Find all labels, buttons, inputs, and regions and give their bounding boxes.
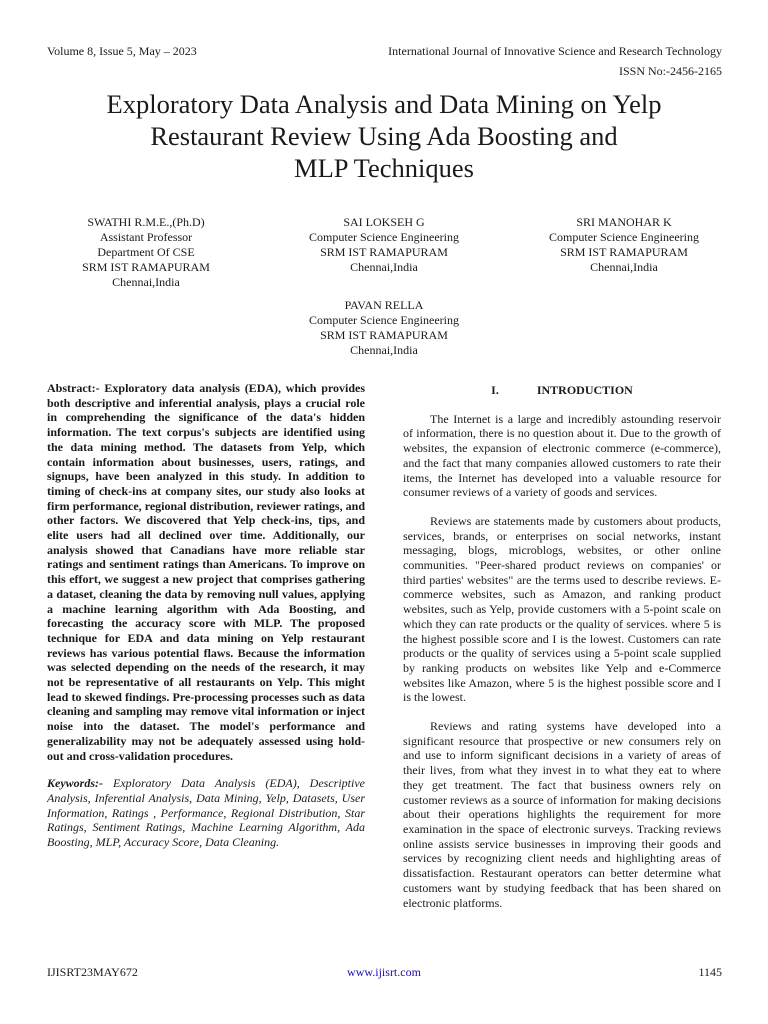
title-line: Exploratory Data Analysis and Data Mining on Yelp: [106, 89, 662, 119]
author-name: SWATHI R.M.E.,(Ph.D): [87, 215, 205, 229]
keywords: [47, 776, 365, 850]
author-affiliation: Department Of CSE: [97, 245, 195, 259]
paper-id: IJISRT23MAY672: [47, 965, 138, 979]
page-number: 1145: [698, 965, 722, 979]
author-affiliation: Chennai,India: [350, 260, 418, 274]
paper-title: [40, 88, 728, 184]
body-paragraph: The Internet is a large and incredibly astounding reservoir of information, there is no question about it. Due to the growth of websites, the expansion of electronic commerce (e-commerce), and the fact that many companies allowed customers to rate their items, the Internet has developed into a valuable resource for consumer reviews of a variety of goods and services.: [403, 411, 721, 500]
section-number: I.: [491, 383, 499, 397]
right-column: [403, 381, 721, 924]
body-paragraph: Reviews and rating systems have developed into a significant resource that prospective or new consumers rely on and use to inform significant decisions in a variety of areas of their lives, from what they invest in to what they eat to where they get treatment. The fact that business owners rely on customer reviews as a source of information for making decisions about their operations highlights the requirement for more examination in the space of electronic surveys. Tracking reviews online assists service businesses in improving their goods and services by recognizing client needs and highlighting areas of dissatisfaction. Restaurant operators can better determine what customers want by studying feedback that has been shared on electronic platforms.: [403, 719, 721, 910]
author-block: [274, 298, 494, 358]
body-paragraph: Reviews are statements made by customers about products, services, brands, or enterprises on social networks, instant messaging, blogs, microblogs, websites, or other online communities. "Peer-shared product reviews on companies' or third parties' websites" are the terms used to describe reviews. E-commerce websites, such as Amazon, and ranking product websites, such as Yelp, provide customers with a 5-point scale on which they can rate products or the quality of services. where 5 is the highest possible score and I is the lowest. Customers can rate products or the quality of services using a 5-point scale supplied by ranking products on websites like Yelp and e-Commerce websites like Amazon, where 5 is the highest possible score and I is the lowest.: [403, 513, 721, 705]
section-title: INTRODUCTION: [536, 383, 633, 397]
author-affiliation: Computer Science Engineering: [309, 313, 459, 327]
section-heading: [403, 383, 721, 398]
volume-issue: Volume 8, Issue 5, May – 2023: [47, 44, 197, 58]
author-affiliation: SRM IST RAMAPURAM: [320, 245, 448, 259]
title-line: Restaurant Review Using Ada Boosting and: [150, 121, 618, 151]
issn: ISSN No:-2456-2165: [618, 64, 722, 78]
author-name: SAI LOKSEH G: [343, 215, 425, 229]
author-affiliation: SRM IST RAMAPURAM: [82, 260, 210, 274]
author-name: SRI MANOHAR K: [576, 215, 672, 229]
journal-url-link[interactable]: www.ijisrt.com: [347, 965, 421, 979]
author-affiliation: Chennai,India: [590, 260, 658, 274]
author-affiliation: Computer Science Engineering: [549, 230, 699, 244]
author-affiliation: SRM IST RAMAPURAM: [560, 245, 688, 259]
author-name: PAVAN RELLA: [344, 298, 424, 312]
author-affiliation: Chennai,India: [112, 275, 180, 289]
left-column: [47, 381, 365, 850]
author-affiliation: Chennai,India: [350, 343, 418, 357]
author-affiliation: SRM IST RAMAPURAM: [320, 328, 448, 342]
author-block: [514, 215, 734, 275]
keywords-text: Exploratory Data Analysis (EDA), Descriptive Analysis, Inferential Analysis, Data Mining, Yelp, Datasets, User Information, Ratings , Performance, Regional Distribution, Star Ratings, Sentiment Ratings, Machine Learning Algorithm, Ada Boosting, MLP, Accuracy Score, Data Cleaning.: [47, 776, 365, 850]
author-block: [36, 215, 256, 290]
abstract: Abstract:- Exploratory data analysis (EDA), which provides both descriptive and inferential analysis, plays a crucial role in comprehending the significance of the data's hidden information. The text corpus's subjects are identified using the data mining method. The datasets from Yelp, which contain information about businesses, users, ratings, and signups, have been analyzed in this study. In addition to timing of check-ins at company sites, our study also looks at firm performance, regional distribution, reviewer ratings, and other factors. We discovered that Yelp check-ins, tips, and elite users had all declined over time. Additionally, our analysis showed that Canadians have more reliable star ratings and sentiment ratings than Americans. To improve on this effort, we suggest a new project that comprises gathering a dataset, cleaning the data by removing null values, applying a machine learning algorithm with Ada Boosting, and forecasting the accuracy score with MLP. The proposed technique for EDA and data mining on Yelp restaurant reviews has various potential flaws. Because the information was selected depending on the needs of the research, it may not be representative of all restaurants on Yelp. This might lead to skewed findings. Pre-processing processes such as data cleaning and sampling may remove vital information or inject noise into the dataset. The model's performance and generalizability may not be adequately assessed using hold-out and cross-validation procedures.: [47, 381, 365, 763]
author-affiliation: Assistant Professor: [99, 230, 193, 244]
author-affiliation: Computer Science Engineering: [309, 230, 459, 244]
journal-name: International Journal of Innovative Science and Research Technology: [388, 44, 722, 58]
keywords-label: Keywords:-: [47, 776, 103, 791]
author-block: [274, 215, 494, 275]
title-line: MLP Techniques: [294, 153, 474, 183]
